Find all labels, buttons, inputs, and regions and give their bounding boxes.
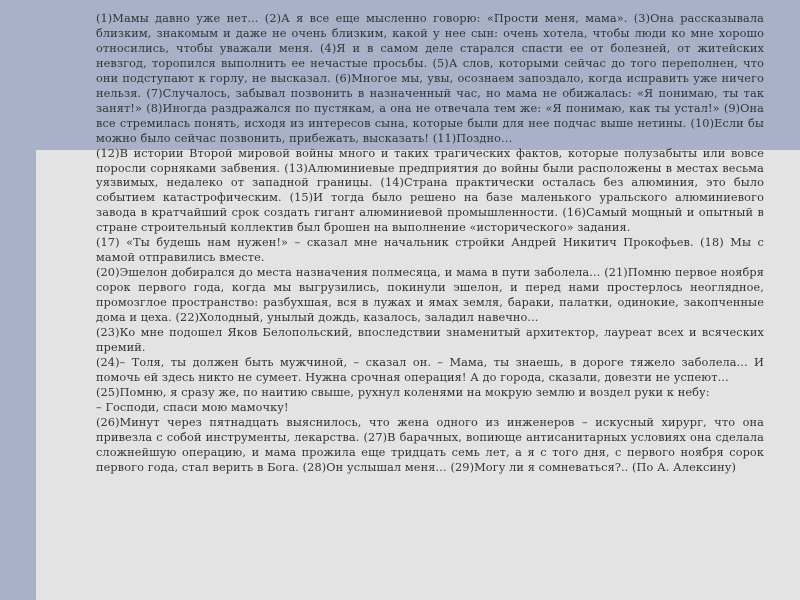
- paragraph-1: (1)Мамы давно уже нет... (2)А я все еще мысленно говорю: «Прости меня, мама». (3)Она рассказывала близким, знакомым и даже не очень близким, какой у нее сын: очень хотела, чтобы люди ко мне хорошо относились, чтобы уважали меня. (4)Я и в самом деле старался спасти ее от болезней, от житейских невзгод, торопился выполнить ее нечастые просьбы. (5)А слов, которыми сейчас до того переполнен, что они подступают к горлу, не высказал. (6)Многое мы, увы, осознаем запоздало, когда исправить уже ничего нельзя. (7)Случалось, забывал позвонить в назначенный час, но мама не обижалась: «Я понимаю, ты так занят!» (8)Иногда раздражался по пустякам, а она не отвечала тем же: «Я понимаю, как ты устал!» (9)Она все стремилась понять, исходя из интересов сына, которые были для нее подчас выше нетины. (10)Если бы можно было сейчас позвонить, прибежать, высказать! (11)Поздно…: [96, 12, 764, 145]
- paragraph-8: – Господи, спаси мою мамочку!: [96, 400, 289, 414]
- paragraph-9: (26)Минут через пятнадцать выяснилось, что жена одного из инженеров – искусный хирург, что она привезла с собой инструменты, лекарства. (27)В барачных, вопиюще антисанитарных условиях она сделала сложнейшую операцию, и мама прожила еще тридцать семь лет, а я с того дня, с первого ноября сорок первого года, стал верить в Бога. (28)Он услышал меня… (29)Могу ли я сомневаться?.. (По А. Алексину): [96, 415, 764, 474]
- paragraph-7: (25)Помню, я сразу же, по наитию свыше, рухнул коленями на мокрую землю и воздел руки к небу:: [96, 385, 710, 399]
- paragraph-2: (12)В истории Второй мировой войны много и таких трагических фактов, которые полузабыты или вовсе поросли сорняками забвения. (13)Алюминиевые предприятия до войны были расположены в местах весьма уязвимых, недалеко от западной границы. (14)Страна практически осталась без алюминия, это было событием катастрофическим. (15)И тогда было решено на базе маленького уральского алюминиевого завода в кратчайший срок создать гигант алюминиевой промышленности. (16)Самый мощный и опытный в стране строительный коллектив был брошен на выполнение «исторического» задания.: [96, 146, 764, 235]
- document-text: [96, 12, 764, 476]
- paragraph-4: (20)Эшелон добирался до места назначения полмесяца, и мама в пути заболела... (21)Помню первое ноября сорок первого года, когда мы выгрузились, покинули эшелон, и перед нами простерлось неоглядное, промозглое пространство: разбухшая, вся в лужах и ямах земля, бараки, палатки, одинокие, закопченные дома и цеха. (22)Холодный, унылый дождь, казалось, заладил навечно...: [96, 266, 764, 325]
- paragraph-3: (17) «Ты будешь нам нужен!» – сказал мне начальник стройки Андрей Никитич Прокофьев. (18) Мы с мамой отправились вместе.: [96, 236, 764, 265]
- paragraph-6: (24)– Толя, ты должен быть мужчиной, – сказал он. – Мама, ты знаешь, в дороге тяжело заболела... И помочь ей здесь никто не сумеет. Нужна срочная операция! А до города, сказали, довезти не успеют...: [96, 355, 764, 384]
- paragraph-5: (23)Ко мне подошел Яков Белопольский, впоследствии знаменитый архитектор, лауреат всех и всяческих премий.: [96, 326, 764, 354]
